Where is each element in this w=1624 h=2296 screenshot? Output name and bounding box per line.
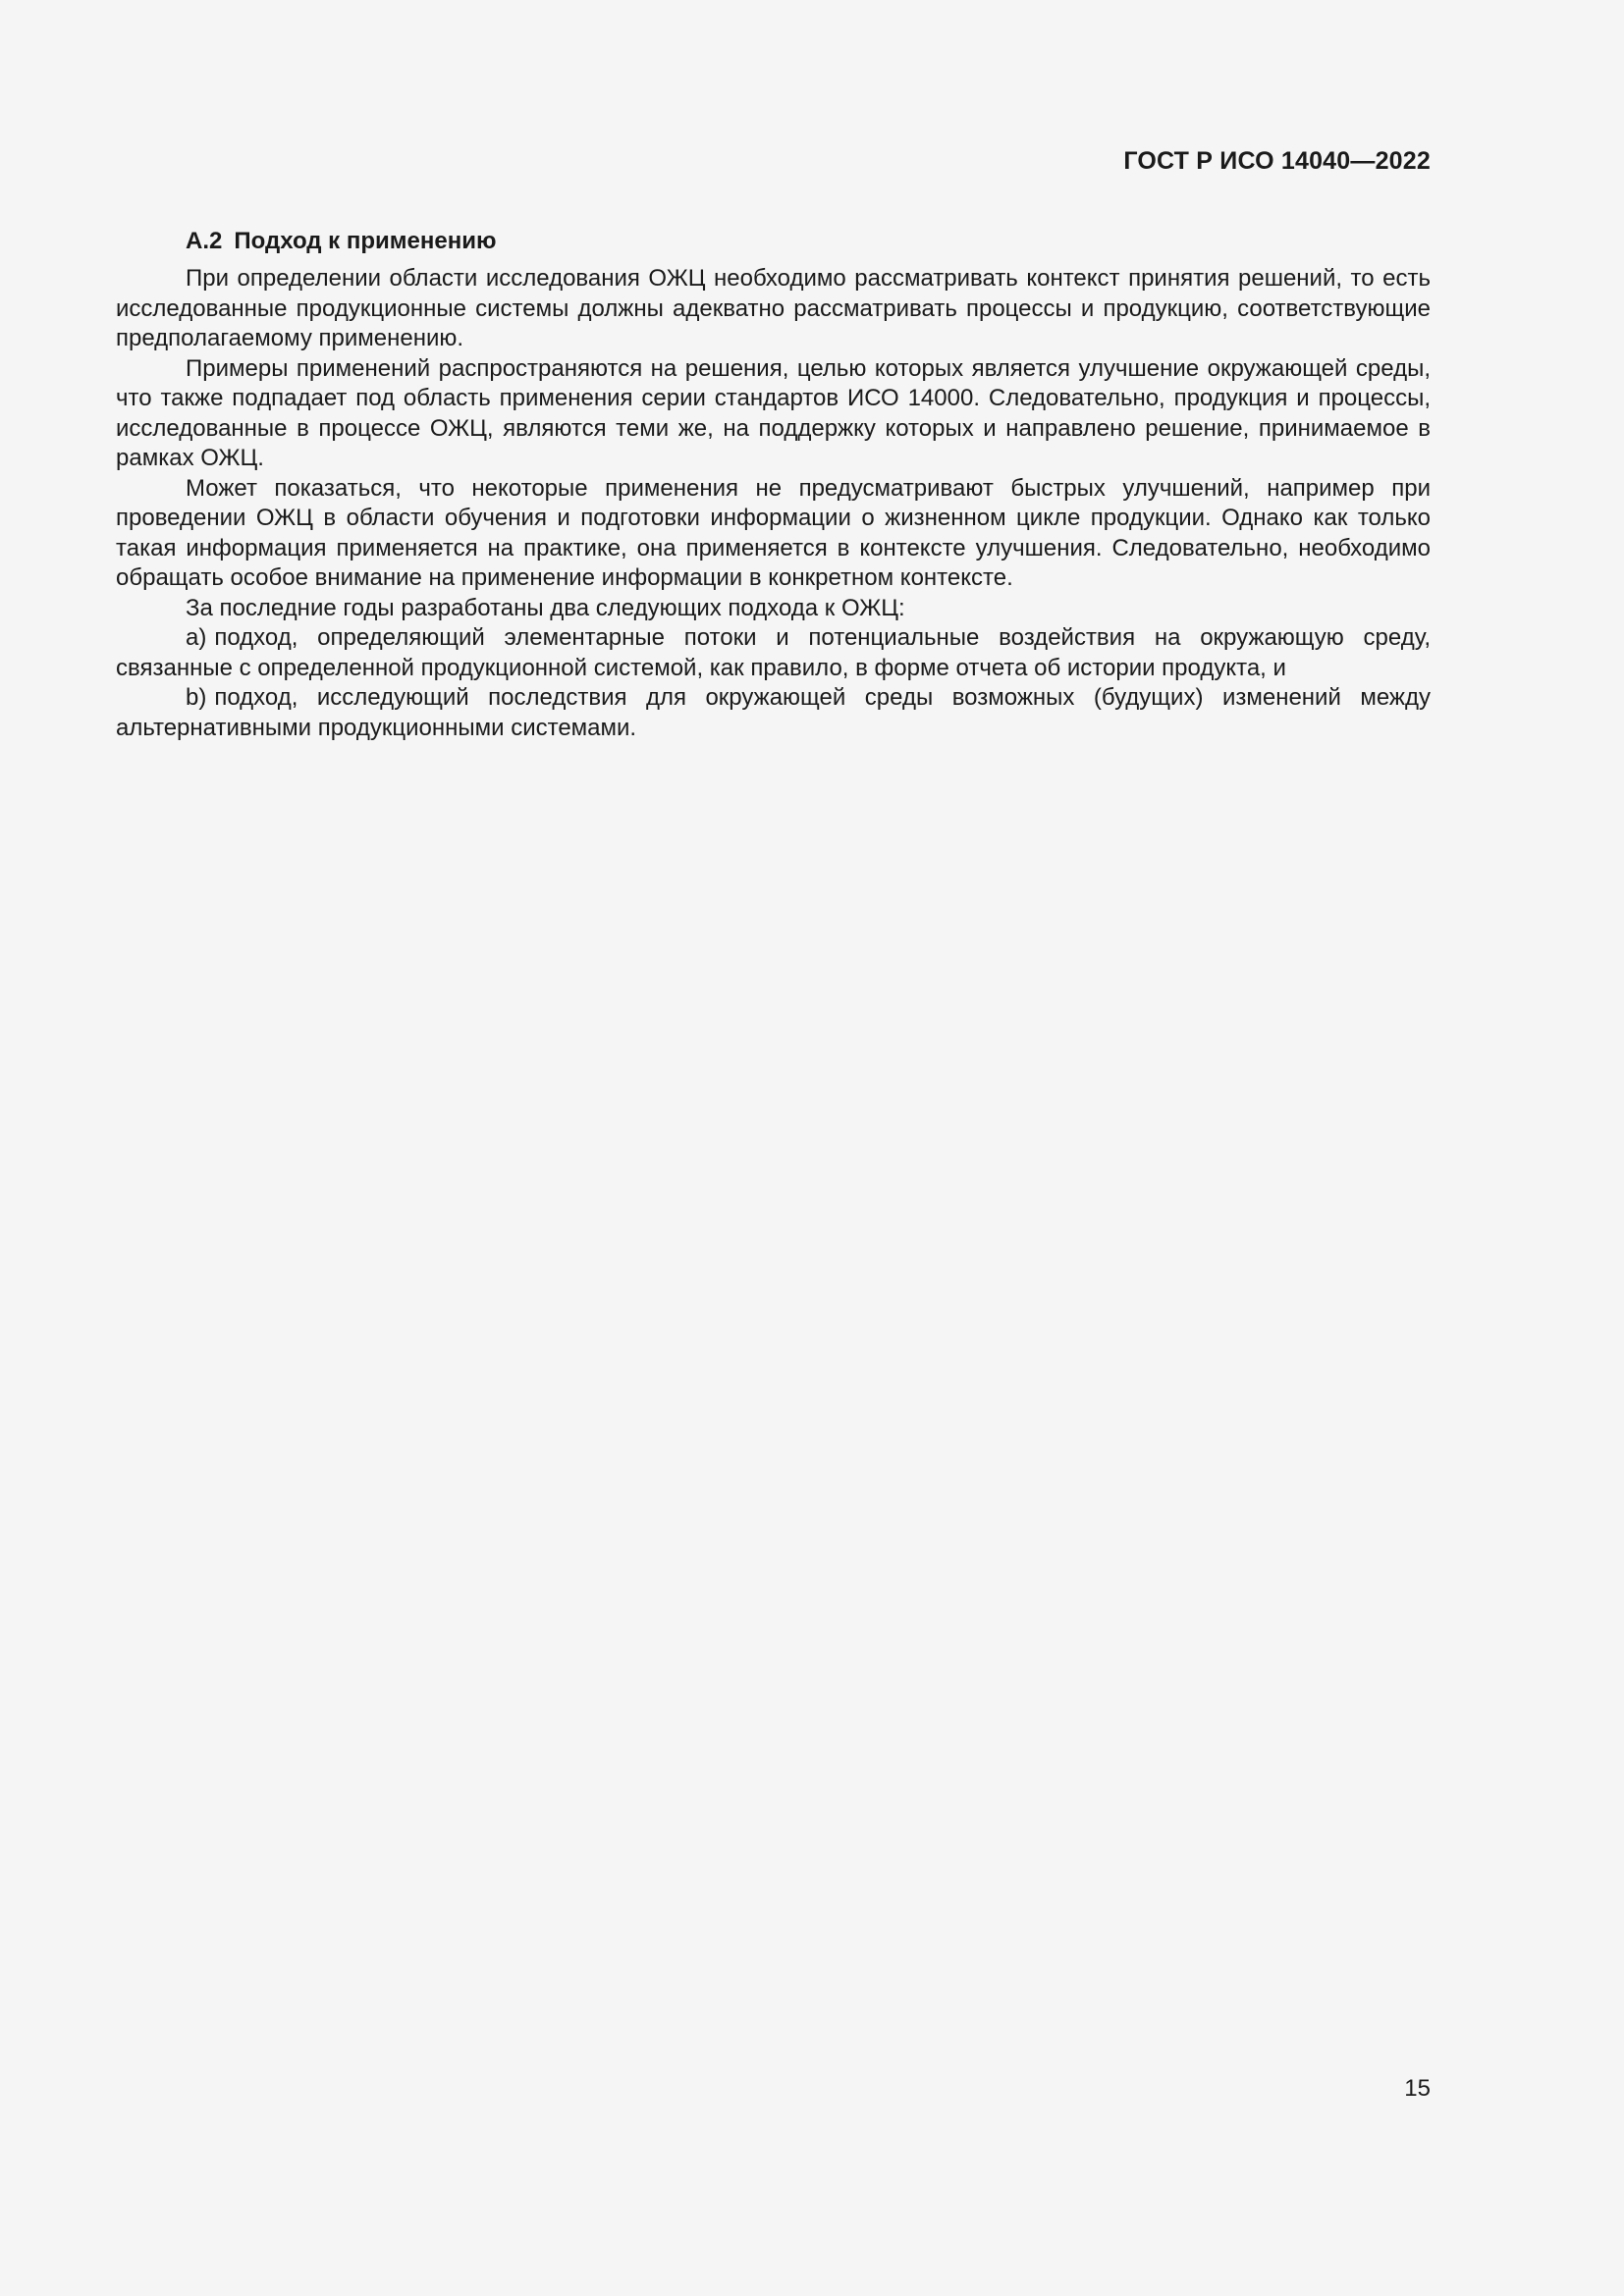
paragraph-4: За последние годы разработаны два следующих подхода к ОЖЦ: — [186, 594, 905, 621]
list-item-marker: b) — [186, 684, 207, 711]
section-heading — [116, 227, 1431, 256]
paragraph-2: Примеры применений распространяются на решения, целью которых является улучшение окружающей среды, что также подпадает под область применения серии стандартов ИСО 14000. Следовательно, продукция и процессы, исследованные в процессе ОЖЦ, являются теми же, на поддержку которых и направлено решение, принимаемое в рамках ОЖЦ. — [116, 354, 1431, 471]
page-content — [116, 227, 1431, 743]
section-title: Подход к применению — [234, 228, 497, 254]
section-number: А.2 — [186, 228, 223, 254]
paragraph-3: Может показаться, что некоторые применения не предусматривают быстрых улучшений, например при проведении ОЖЦ в области обучения и подготовки информации о жизненном цикле продукции. Однако как только такая информация применяется на практике, она применяется в контексте улучшения. Следовательно, необходимо обращать особое внимание на применение информации в конкретном контексте. — [116, 474, 1431, 591]
list-item-marker: a) — [186, 624, 207, 651]
document-header-standard-id: ГОСТ Р ИСО 14040—2022 — [1123, 147, 1431, 175]
list-item — [116, 683, 1431, 743]
paragraph-1: При определении области исследования ОЖЦ необходимо рассматривать контекст принятия решений, то есть исследованные продукционные системы должны адекватно рассматривать процессы и продукцию, соответствующие предполагаемому применению. — [116, 265, 1431, 351]
list-item-text: подход, определяющий элементарные потоки и потенциальные воздействия на окружающую среду, связанные с определенной продукционной системой, как правило, в форме отчета об истории продукта, и — [116, 624, 1431, 681]
list-item-text: подход, исследующий последствия для окружающей среды возможных (будущих) изменений между альтернативными продукционными системами. — [116, 684, 1431, 741]
page-number: 15 — [1404, 2075, 1431, 2102]
list-item — [116, 623, 1431, 683]
